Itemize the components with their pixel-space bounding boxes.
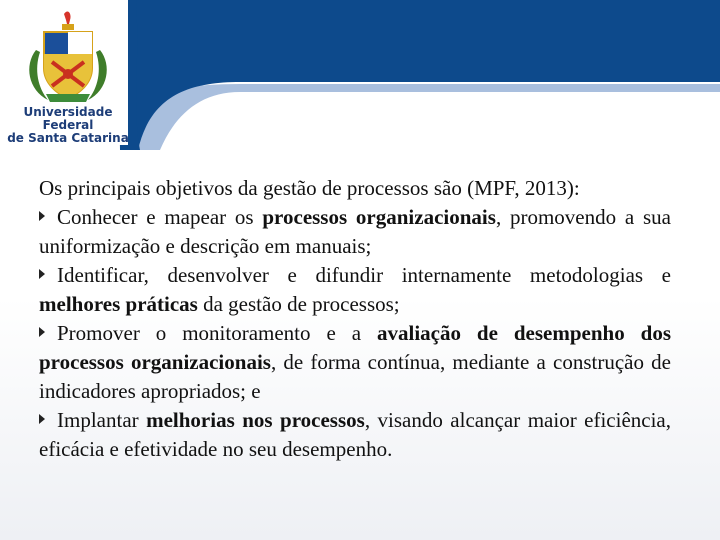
- ufsc-logo: [6, 10, 130, 145]
- bullet-text: , visando alcançar maior eficiência, eficácia e efetividade no seu desempenho.: [39, 408, 671, 461]
- bullet-item: [39, 406, 671, 464]
- university-name-line1: Universidade Federal: [23, 105, 113, 132]
- bullet-item: [39, 319, 671, 406]
- bullet-text: , de forma contínua, mediante a construção de indicadores apropriados; e: [39, 350, 671, 403]
- bullet-text: Promover o monitoramento e a: [57, 321, 377, 345]
- intro-text: Os principais objetivos da gestão de processos são (MPF, 2013):: [39, 176, 580, 200]
- bullet-item: [39, 203, 671, 261]
- header-band-shadow: [120, 84, 720, 150]
- triangle-bullet-icon: [39, 327, 45, 337]
- ufsc-coat-of-arms-icon: [18, 10, 118, 106]
- bullet-text: Conhecer e mapear os: [57, 205, 263, 229]
- bullet-text: da gestão de processos;: [197, 292, 400, 316]
- slide-content: [39, 174, 671, 464]
- triangle-bullet-icon: [39, 269, 45, 279]
- triangle-bullet-icon: [39, 211, 45, 221]
- bullet-text: , promovendo a sua uniformização e descrição em manuais;: [39, 205, 671, 258]
- bullet-bold-text: melhorias nos processos: [146, 408, 365, 432]
- bullet-item: [39, 261, 671, 319]
- bullet-bold-text: avaliação de desempenho dos processos organizacionais: [39, 321, 671, 374]
- university-name: [6, 106, 130, 145]
- triangle-bullet-icon: [39, 414, 45, 424]
- bullet-text: Implantar: [57, 408, 147, 432]
- bullet-bold-text: melhores práticas: [39, 292, 198, 316]
- university-name-line2: de Santa Catarina: [7, 131, 129, 145]
- bullet-text: Identificar, desenvolver e difundir internamente metodologias e: [57, 263, 671, 287]
- bullet-bold-text: processos organizacionais: [262, 205, 496, 229]
